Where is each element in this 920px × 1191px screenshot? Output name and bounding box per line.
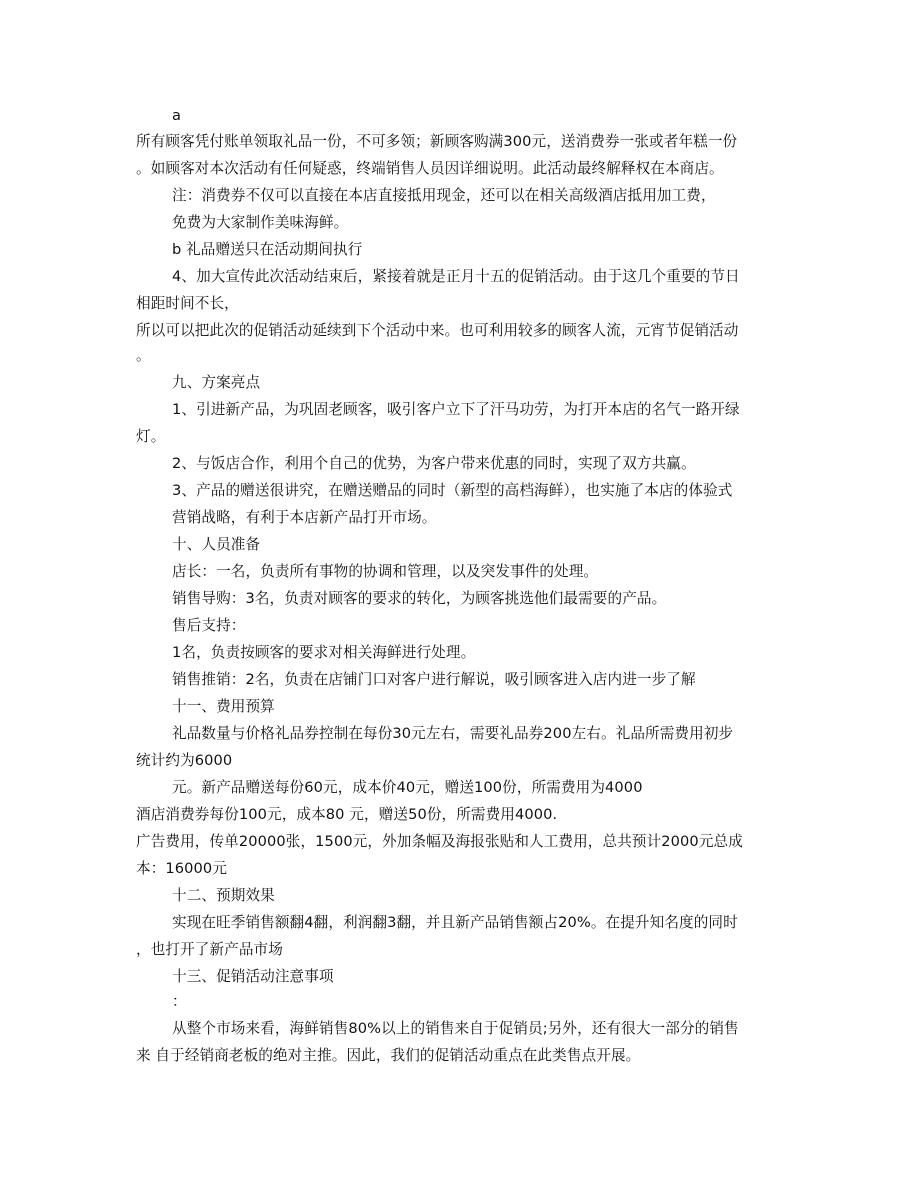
paragraph-line: 实现在旺季销售额翻4翻，利润翻3翻，并且新产品销售额占20%。在提升知名度的同时 — [172, 914, 738, 931]
paragraph-line: 1、引进新产品，为巩固老顾客，吸引客户立下了汗马功劳，为打开本店的名气一路开绿 — [172, 401, 740, 418]
paragraph-line: 礼品数量与价格礼品券控制在每份30元左右，需要礼品券200左右。礼品所需费用初步 — [172, 725, 734, 742]
paragraph-line: 4、加大宣传此次活动结束后，紧接着就是正月十五的促销活动。由于这几个重要的节日 — [172, 268, 740, 285]
paragraph-line: 销售导购：3名，负责对顾客的要求的转化，为顾客挑选他们最需要的产品。 — [172, 590, 667, 607]
paragraph-line: 2、与饭店合作，利用个自己的优势，为客户带来优惠的同时，实现了双方共赢。 — [172, 455, 696, 472]
paragraph-line: 。 — [136, 347, 151, 364]
paragraph-line: 酒店消费券每份100元，成本80 元，赠送50份，所需费用4000. — [136, 806, 558, 823]
section-heading: 十三、促销活动注意事项 — [172, 968, 334, 985]
paragraph-line: 。如顾客对本次活动有任何疑惑，终端销售人员因详细说明。此活动最终解释权在本商店。 — [136, 160, 724, 177]
paragraph-line: 本：16000元 — [136, 860, 228, 877]
paragraph-line: 所有顾客凭付账单领取礼品一份，不可多领；新顾客购满300元，送消费券一张或者年糕一份 — [136, 133, 738, 150]
paragraph-line: 统计约为6000 — [136, 752, 233, 769]
paragraph-line: 元。新产品赠送每份60元，成本价40元，赠送100份，所需费用为4000 — [172, 779, 643, 796]
paragraph-line: 1名，负责按顾客的要求对相关海鲜进行处理。 — [172, 644, 476, 661]
paragraph-line: 销售推销：2名，负责在店铺门口对客户进行解说，吸引顾客进入店内进一步了解 — [172, 671, 696, 688]
section-heading: 十一、费用预算 — [172, 698, 275, 715]
note-line: 注：消费券不仅可以直接在本店直接抵用现金，还可以在相关高级酒店抵用加工费， — [172, 187, 716, 204]
paragraph-line: ，也打开了新产品市场 — [136, 941, 283, 958]
section-heading: 九、方案亮点 — [172, 374, 261, 391]
paragraph-line: 来 自于经销商老板的绝对主推。因此，我们的促销活动重点在此类售点开展。 — [136, 1047, 641, 1064]
paragraph-line: ： — [172, 993, 187, 1010]
paragraph-line: 营销战略，有利于本店新产品打开市场。 — [172, 509, 437, 526]
paragraph-line: 3、产品的赠送很讲究，在赠送赠品的同时（新型的高档海鲜），也实施了本店的体验式 — [172, 482, 733, 499]
section-heading: 十二、预期效果 — [172, 887, 275, 904]
list-item-b: b 礼品赠送只在活动期间执行 — [172, 241, 363, 258]
paragraph-line: 店长：一名，负责所有事物的协调和管理，以及突发事件的处理。 — [172, 563, 599, 580]
section-heading: 十、人员准备 — [172, 536, 261, 553]
paragraph-line: 从整个市场来看，海鲜销售80%以上的销售来自于促销员;另外，还有很大一部分的销售 — [172, 1020, 739, 1037]
note-line: 免费为大家制作美味海鲜。 — [172, 214, 349, 231]
paragraph-line: 广告费用，传单20000张，1500元，外加条幅及海报张贴和人工费用，总共预计2000元总成 — [136, 833, 743, 850]
paragraph-line: 售后支持： — [172, 617, 246, 634]
paragraph-line: 所以可以把此次的促销活动延续到下个活动中来。也可利用较多的顾客人流，元宵节促销活动 — [136, 322, 739, 339]
list-marker-a: a — [172, 107, 182, 124]
paragraph-line: 灯。 — [136, 428, 166, 445]
paragraph-line: 相距时间不长， — [136, 295, 239, 312]
